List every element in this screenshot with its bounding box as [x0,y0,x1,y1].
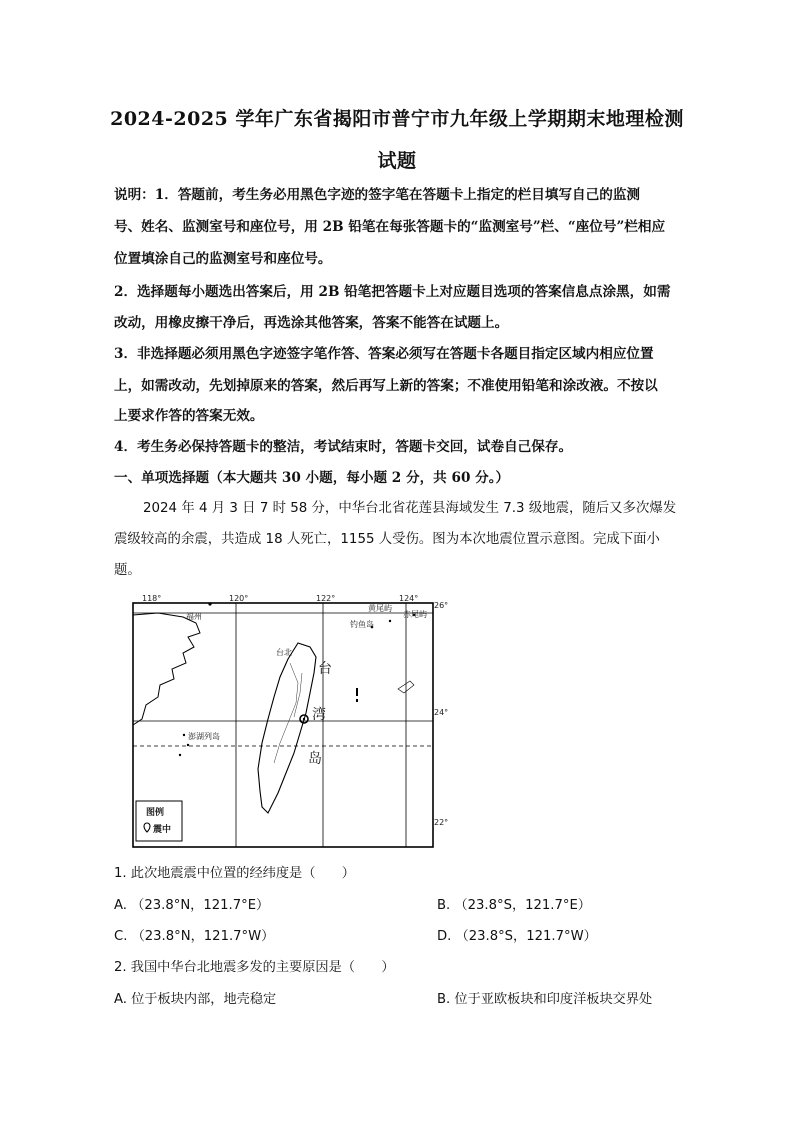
mainland-coast [133,613,200,725]
map-legend [136,801,182,841]
place-chiwei: 赤尾屿 [403,610,427,619]
question-stem: 2. 我国中华台北地震多发的主要原因是（ ） [114,960,395,975]
lon-label: 118° [142,594,162,603]
lat-label: 24° [434,708,449,717]
passage-line: 震级较高的余震，共造成 18 人死亡，1155 人受伤。图为本次地震位置示意图。完成下面小 [114,532,660,547]
instruction-line: 位置填涂自己的监测室号和座位号。 [114,251,332,267]
instruction-line: 号、姓名、监测室号和座位号，用 2B 铅笔在每张答题卡的“监测室号”栏、“座位号”栏相应 [114,219,666,235]
place-dao: 岛 [308,751,322,767]
option-b: B. （23.8°S，121.7°E） [437,898,591,913]
place-diaoyu: 钓鱼岛 [350,620,374,629]
option-b: B. 位于亚欧板块和印度洋板块交界处 [437,992,653,1007]
instruction-line: 上，如需改动，先划掉原来的答案，然后再写上新的答案；不准使用铅笔和涂改液。不按以 [114,378,658,394]
legend-title: 图例 [146,808,165,818]
lat-label: 26° [434,601,449,610]
place-huangwei: 黄尾屿 [368,604,392,613]
place-penghu: 澎湖列岛 [188,732,220,741]
place-fuzhou: 福州 [186,612,202,621]
instruction-line: 2．选择题每小题选出答案后，用 2B 铅笔把答题卡上对应题目选项的答案信息点涂黑，如需 [114,284,671,300]
legend-item: 震中 [153,825,172,835]
lon-label: 124° [399,594,419,603]
instruction-line: 改动，用橡皮擦干净后，再选涂其他答案，答案不能答在试题上。 [114,315,509,331]
page-title-line1: 2024-2025 学年广东省揭阳市普宁市九年级上学期期末地理检测 [110,108,684,130]
place-wan: 湾 [312,707,326,723]
place-tai: 台 [318,661,332,677]
instruction-line: 说明：1．答题前，考生务必用黑色字迹的签字笔在答题卡上指定的栏目填写自己的监测 [114,187,641,203]
page-title-line2: 试题 [377,150,417,172]
section-heading: 一、单项选择题（本大题共 30 小题，每小题 2 分，共 60 分。） [114,470,510,486]
epicenter-marker-icon [300,715,308,723]
place-taibei: 台北 [276,648,292,657]
passage-line: 2024 年 4 月 3 日 7 时 58 分，中华台北省花莲县海域发生 7.3 级地震，随后又多次爆发 [143,501,677,516]
option-a: A. （23.8°N，121.7°E） [114,898,270,913]
earthquake-location-map [128,593,458,853]
instruction-line: 3．非选择题必须用黑色字迹签字笔作答、答案必须写在答题卡各题目指定区域内相应位置 [114,346,654,362]
option-c: C. （23.8°N，121.7°W） [114,929,275,944]
question-stem: 1. 此次地震震中位置的经纬度是（ ） [114,866,355,881]
lon-label: 122° [316,594,336,603]
instruction-line: 上要求作答的答案无效。 [114,408,264,424]
option-a: A. 位于板块内部，地壳稳定 [114,992,277,1007]
instruction-line: 4．考生务必保持答题卡的整洁，考试结束时，答题卡交回，试卷自己保存。 [114,439,573,455]
taiwan-island [258,643,316,813]
passage-line: 题。 [114,563,141,578]
lat-label: 22° [434,818,449,827]
lon-label: 120° [229,594,249,603]
option-d: D. （23.8°S，121.7°W） [437,929,597,944]
